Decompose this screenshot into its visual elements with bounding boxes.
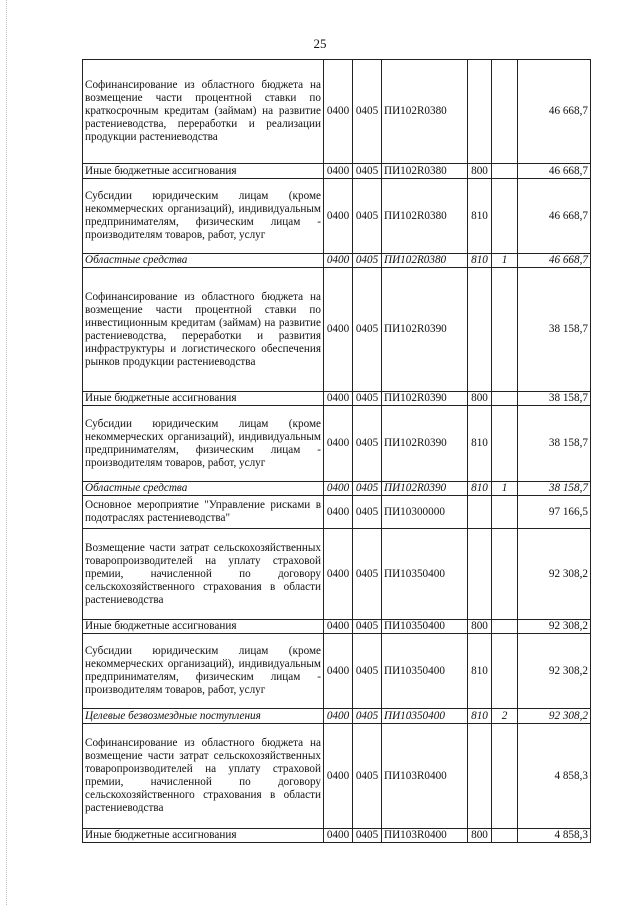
target-article-code: ПИ102R0380 <box>382 179 468 254</box>
page-number: 25 <box>313 36 327 51</box>
expense-type-code: 810 <box>468 406 492 482</box>
row-name: Софинансирование из областного бюджета на возмещение части процентной ставки по инвестиционным кредитам (займам) на развитие растениеводства, переработки и развития инфраструктуры и логистического обеспечения рынков продукции растениеводства <box>83 268 324 392</box>
amount: 38 158,7 <box>518 392 591 406</box>
table-row <box>83 709 591 724</box>
subsection-code: 0405 <box>353 829 382 843</box>
amount: 38 158,7 <box>518 406 591 482</box>
target-article-code: ПИ102R0390 <box>382 392 468 406</box>
target-article-code: ПИ103R0400 <box>382 724 468 829</box>
row-name: Иные бюджетные ассигнования <box>83 392 324 406</box>
target-article-code: ПИ10300000 <box>382 496 468 529</box>
row-name: Софинансирование из областного бюджета на возмещение части затрат сельскохозяйственных товаропроизводителей на уплату страховой премии, начисленной по договору сельскохозяйственного страхования в области растениеводства <box>83 724 324 829</box>
subsection-code: 0405 <box>353 496 382 529</box>
target-article-code: ПИ102R0380 <box>382 254 468 268</box>
row-name: Целевые безвозмездные поступления <box>83 709 324 724</box>
expense-type-code: 810 <box>468 634 492 709</box>
target-article-code: ПИ10350400 <box>382 634 468 709</box>
funding-source-code <box>492 529 518 620</box>
expense-type-code: 810 <box>468 254 492 268</box>
amount: 4 858,3 <box>518 724 591 829</box>
section-code: 0400 <box>324 709 353 724</box>
amount: 92 308,2 <box>518 709 591 724</box>
table-row <box>83 268 591 392</box>
row-name: Субсидии юридическим лицам (кроме некоммерческих организаций), индивидуальным предпринимателям, физическим лицам - производителям товаров, работ, услуг <box>83 634 324 709</box>
subsection-code: 0405 <box>353 634 382 709</box>
table-row <box>83 634 591 709</box>
funding-source-code <box>492 724 518 829</box>
funding-source-code: 1 <box>492 482 518 496</box>
row-name: Возмещение части затрат сельскохозяйственных товаропроизводителей на уплату страховой премии, начисленной по договору сельскохозяйственного страхования в области растениеводства <box>83 529 324 620</box>
target-article-code: ПИ102R0380 <box>382 60 468 164</box>
amount: 97 166,5 <box>518 496 591 529</box>
section-code: 0400 <box>324 724 353 829</box>
row-name: Софинансирование из областного бюджета на возмещение части процентной ставки по краткосрочным кредитам (займам) на развитие растениеводства, переработки и реализации продукции растениеводства <box>83 60 324 164</box>
subsection-code: 0405 <box>353 529 382 620</box>
table-row <box>83 60 591 164</box>
amount: 4 858,3 <box>518 829 591 843</box>
amount: 46 668,7 <box>518 164 591 179</box>
target-article-code: ПИ102R0390 <box>382 268 468 392</box>
row-name: Основное мероприятие "Управление рисками в подотраслях растениеводства" <box>83 496 324 529</box>
subsection-code: 0405 <box>353 268 382 392</box>
row-name: Субсидии юридическим лицам (кроме некоммерческих организаций), индивидуальным предпринимателям, физическим лицам - производителям товаров, работ, услуг <box>83 179 324 254</box>
section-code: 0400 <box>324 496 353 529</box>
funding-source-code <box>492 496 518 529</box>
row-name: Иные бюджетные ассигнования <box>83 829 324 843</box>
row-name: Областные средства <box>83 254 324 268</box>
funding-source-code <box>492 406 518 482</box>
amount: 92 308,2 <box>518 620 591 634</box>
target-article-code: ПИ102R0390 <box>382 482 468 496</box>
expense-type-code: 810 <box>468 709 492 724</box>
expense-type-code: 800 <box>468 620 492 634</box>
amount: 92 308,2 <box>518 529 591 620</box>
section-code: 0400 <box>324 620 353 634</box>
table-row <box>83 179 591 254</box>
table-row <box>83 724 591 829</box>
amount: 92 308,2 <box>518 634 591 709</box>
funding-source-code: 2 <box>492 709 518 724</box>
subsection-code: 0405 <box>353 406 382 482</box>
table-row <box>83 496 591 529</box>
expense-type-code: 800 <box>468 392 492 406</box>
amount: 38 158,7 <box>518 268 591 392</box>
section-code: 0400 <box>324 392 353 406</box>
target-article-code: ПИ102R0380 <box>382 164 468 179</box>
row-name: Областные средства <box>83 482 324 496</box>
budget-table-body <box>83 60 591 843</box>
table-row <box>83 620 591 634</box>
subsection-code: 0405 <box>353 709 382 724</box>
table-row <box>83 406 591 482</box>
row-name: Иные бюджетные ассигнования <box>83 164 324 179</box>
expense-type-code <box>468 496 492 529</box>
section-code: 0400 <box>324 254 353 268</box>
funding-source-code <box>492 634 518 709</box>
row-name: Субсидии юридическим лицам (кроме некоммерческих организаций), индивидуальным предпринимателям, физическим лицам - производителям товаров, работ, услуг <box>83 406 324 482</box>
subsection-code: 0405 <box>353 60 382 164</box>
subsection-code: 0405 <box>353 620 382 634</box>
table-row <box>83 829 591 843</box>
amount: 38 158,7 <box>518 482 591 496</box>
row-name: Иные бюджетные ассигнования <box>83 620 324 634</box>
section-code: 0400 <box>324 482 353 496</box>
expense-type-code: 800 <box>468 164 492 179</box>
target-article-code: ПИ102R0390 <box>382 406 468 482</box>
table-row <box>83 164 591 179</box>
expense-type-code: 810 <box>468 482 492 496</box>
funding-source-code <box>492 164 518 179</box>
section-code: 0400 <box>324 60 353 164</box>
table-row <box>83 254 591 268</box>
funding-source-code <box>492 60 518 164</box>
target-article-code: ПИ10350400 <box>382 529 468 620</box>
section-code: 0400 <box>324 164 353 179</box>
target-article-code: ПИ10350400 <box>382 620 468 634</box>
table-row <box>83 482 591 496</box>
subsection-code: 0405 <box>353 179 382 254</box>
target-article-code: ПИ103R0400 <box>382 829 468 843</box>
section-code: 0400 <box>324 529 353 620</box>
subsection-code: 0405 <box>353 164 382 179</box>
expense-type-code: 810 <box>468 179 492 254</box>
expense-type-code <box>468 268 492 392</box>
section-code: 0400 <box>324 829 353 843</box>
target-article-code: ПИ10350400 <box>382 709 468 724</box>
funding-source-code <box>492 179 518 254</box>
expense-type-code <box>468 60 492 164</box>
table-row <box>83 529 591 620</box>
section-code: 0400 <box>324 406 353 482</box>
amount: 46 668,7 <box>518 60 591 164</box>
subsection-code: 0405 <box>353 724 382 829</box>
budget-table <box>82 59 591 843</box>
subsection-code: 0405 <box>353 482 382 496</box>
subsection-code: 0405 <box>353 254 382 268</box>
section-code: 0400 <box>324 179 353 254</box>
expense-type-code <box>468 724 492 829</box>
amount: 46 668,7 <box>518 179 591 254</box>
funding-source-code <box>492 392 518 406</box>
funding-source-code <box>492 829 518 843</box>
funding-source-code: 1 <box>492 254 518 268</box>
scan-margin-line <box>6 0 7 905</box>
table-row <box>83 392 591 406</box>
subsection-code: 0405 <box>353 392 382 406</box>
funding-source-code <box>492 620 518 634</box>
expense-type-code <box>468 529 492 620</box>
funding-source-code <box>492 268 518 392</box>
expense-type-code: 800 <box>468 829 492 843</box>
section-code: 0400 <box>324 634 353 709</box>
section-code: 0400 <box>324 268 353 392</box>
amount: 46 668,7 <box>518 254 591 268</box>
